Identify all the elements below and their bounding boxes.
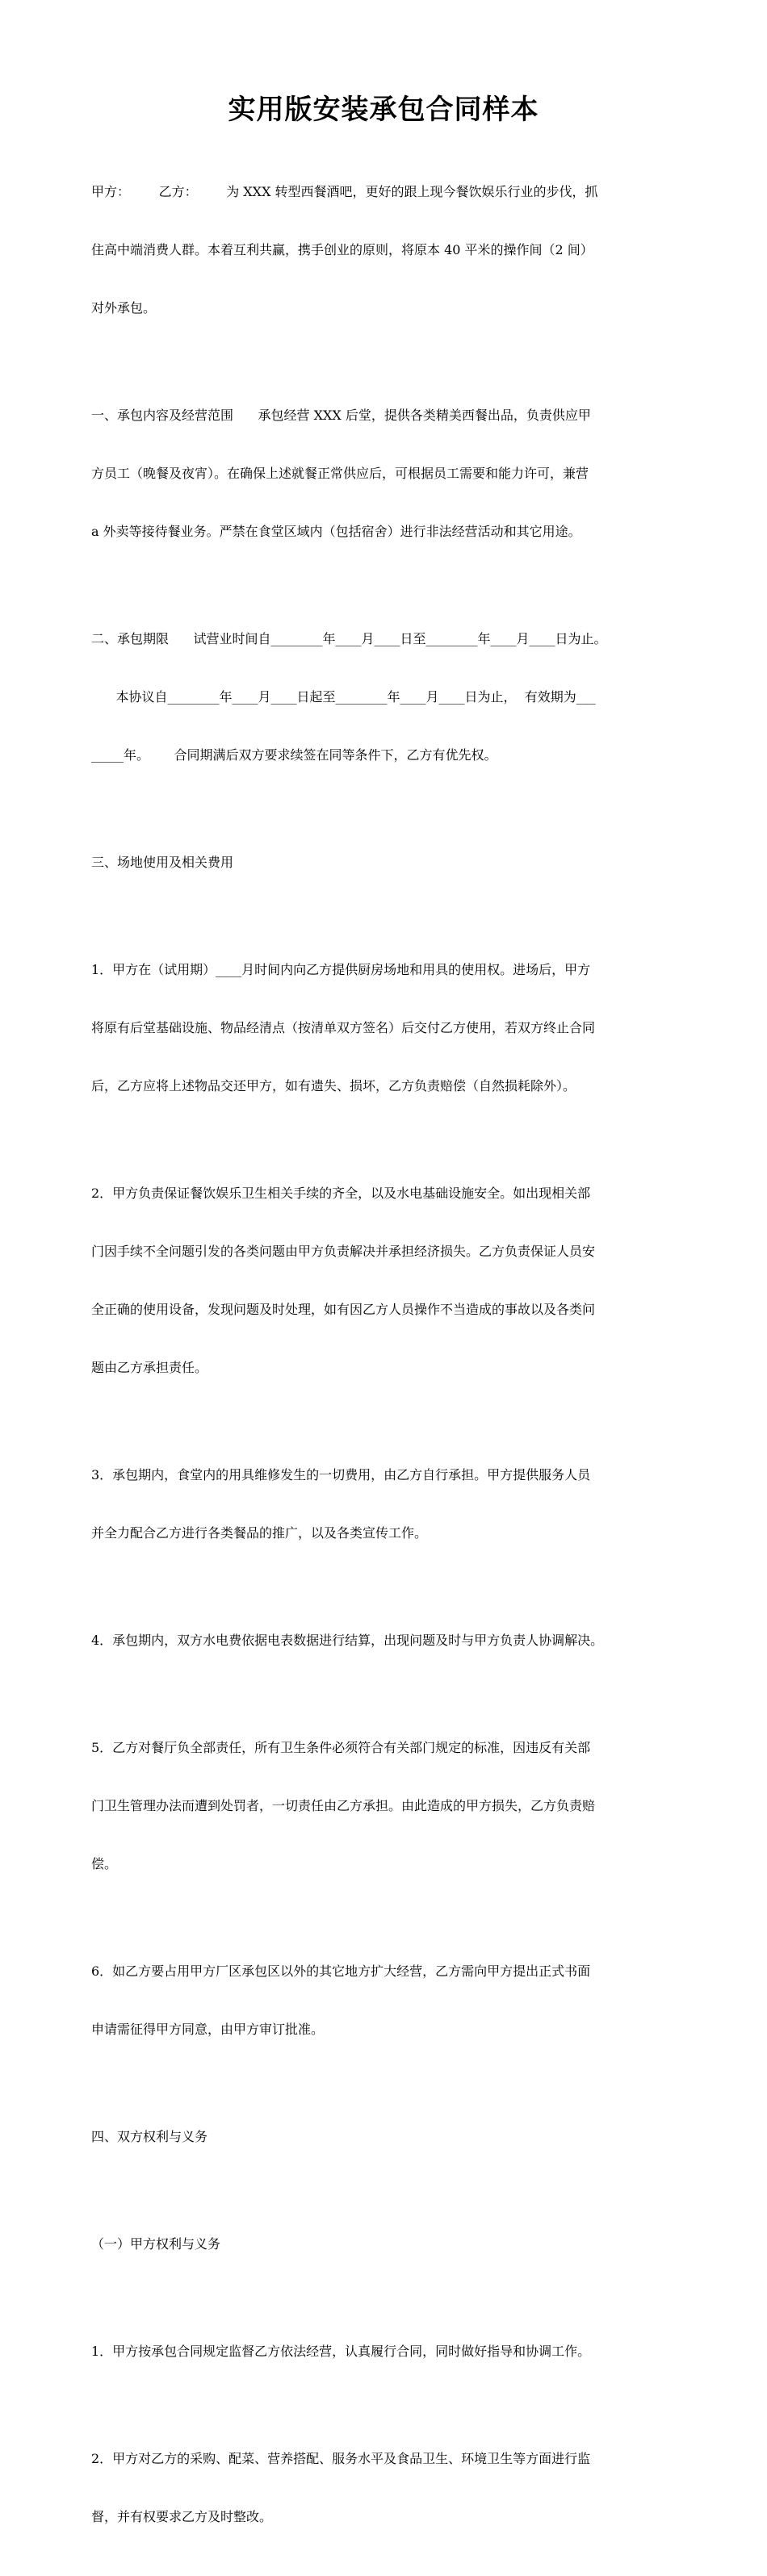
text-line: 一、承包内容及经营范围 承包经营 XXX 后堂，提供各类精美西餐出品，负责供应甲 — [91, 408, 591, 423]
text-line: 题由乙方承担责任。 — [91, 1360, 208, 1375]
paragraph-4-1-2 — [91, 2411, 682, 2566]
text-line: _____年。 合同期满后双方要求续签在同等条件下，乙方有优先权。 — [91, 747, 497, 763]
paragraph-3-1 — [91, 922, 682, 1135]
text-line: 方员工（晚餐及夜宵）。在确保上述就餐正常供应后，可根据员工需要和能力许可，兼营 — [91, 466, 589, 481]
text-line: 2．甲方对乙方的采购、配菜、营养搭配、服务水平及食品卫生、环境卫生等方面进行监 — [91, 2451, 591, 2466]
text-line: 将原有后堂基础设施、物品经清点（按清单双方签名）后交付乙方使用，若双方终止合同 — [91, 1020, 596, 1035]
text-line: 5．乙方对餐厅负全部责任，所有卫生条件必须符合有关部门规定的标准，因违反有关部 — [91, 1740, 591, 1755]
text-line: 3．承包期内，食堂内的用具维修发生的一切费用，由乙方自行承担。甲方提供服务人员 — [91, 1467, 591, 1482]
document-title: 实用版安装承包合同样本 — [228, 94, 539, 126]
paragraph-3-2 — [91, 1145, 682, 1416]
text-line: 2．甲方负责保证餐饮娱乐卫生相关手续的齐全，以及水电基础设施安全。如出现相关部 — [91, 1186, 591, 1201]
paragraph-3-4 — [91, 1592, 682, 1689]
text-line: 门卫生管理办法而遭到处罚者，一切责任由乙方承担。由此造成的甲方损失，乙方负责赔 — [91, 1798, 596, 1813]
paragraph-3-6 — [91, 1923, 682, 2078]
text-line: a 外卖等接待餐业务。严禁在食堂区域内（包括宿舍）进行非法经营活动和其它用途。 — [91, 524, 581, 539]
text-line: （一）甲方权利与义务 — [91, 2236, 221, 2252]
paragraph-section-2 — [91, 591, 682, 804]
paragraph-3-3 — [91, 1427, 682, 1582]
text-line: 1．甲方按承包合同规定监督乙方依法经营，认真履行合同，同时做好指导和协调工作。 — [91, 2344, 591, 2359]
paragraph-section-1 — [91, 367, 682, 580]
text-line: 门因手续不全问题引发的各类问题由甲方负责解决并承担经济损失。乙方负责保证人员安 — [91, 1244, 596, 1259]
text-line: 住高中端消费人群。本着互利共赢，携手创业的原则，将原本 40 平米的操作间（2 间） — [91, 242, 593, 257]
text-line: 1．甲方在（试用期）____月时间内向乙方提供厨房场地和用具的使用权。进场后，甲方 — [91, 962, 591, 977]
text-line: 甲方： 乙方： 为 XXX 转型西餐酒吧，更好的跟上现今餐饮娱乐行业的步伐，抓 — [91, 184, 598, 199]
text-line: 三、场地使用及相关费用 — [91, 855, 234, 870]
text-line: 4．承包期内，双方水电费依据电表数据进行结算，出现问题及时与甲方负责人协调解决。 — [91, 1633, 604, 1648]
document-body — [91, 144, 682, 2576]
section-heading-3 — [91, 814, 682, 911]
paragraph-3-5 — [91, 1700, 682, 1913]
text-line: 并全力配合乙方进行各类餐品的推广，以及各类宣传工作。 — [91, 1525, 428, 1541]
subsection-heading-4-1 — [91, 2196, 682, 2293]
text-line: 对外承包。 — [91, 300, 157, 316]
text-line: 6．如乙方要占用甲方厂区承包区以外的其它地方扩大经营，乙方需向甲方提出正式书面 — [91, 1963, 591, 1979]
text-line: 偿。 — [91, 1856, 118, 1871]
text-line: 四、双方权利与义务 — [91, 2129, 208, 2144]
text-line: 申请需征得甲方同意，由甲方审订批准。 — [91, 2022, 325, 2037]
text-line: 本协议自________年____月____日起至________年____月____日为止， 有效期为___ — [91, 689, 596, 705]
text-line: 督，并有权要求乙方及时整改。 — [91, 2509, 273, 2524]
paragraph-intro — [91, 144, 682, 357]
paragraph-4-1-1 — [91, 2303, 682, 2400]
section-heading-4 — [91, 2089, 682, 2185]
text-line: 后，乙方应将上述物品交还甲方，如有遗失、损坏，乙方负责赔偿（自然损耗除外）。 — [91, 1078, 576, 1094]
text-line: 二、承包期限 试营业时间自________年____月____日至________年____月____日为止。 — [91, 631, 607, 646]
text-line: 全正确的使用设备，发现问题及时处理，如有因乙方人员操作不当造成的事故以及各类问 — [91, 1302, 596, 1317]
